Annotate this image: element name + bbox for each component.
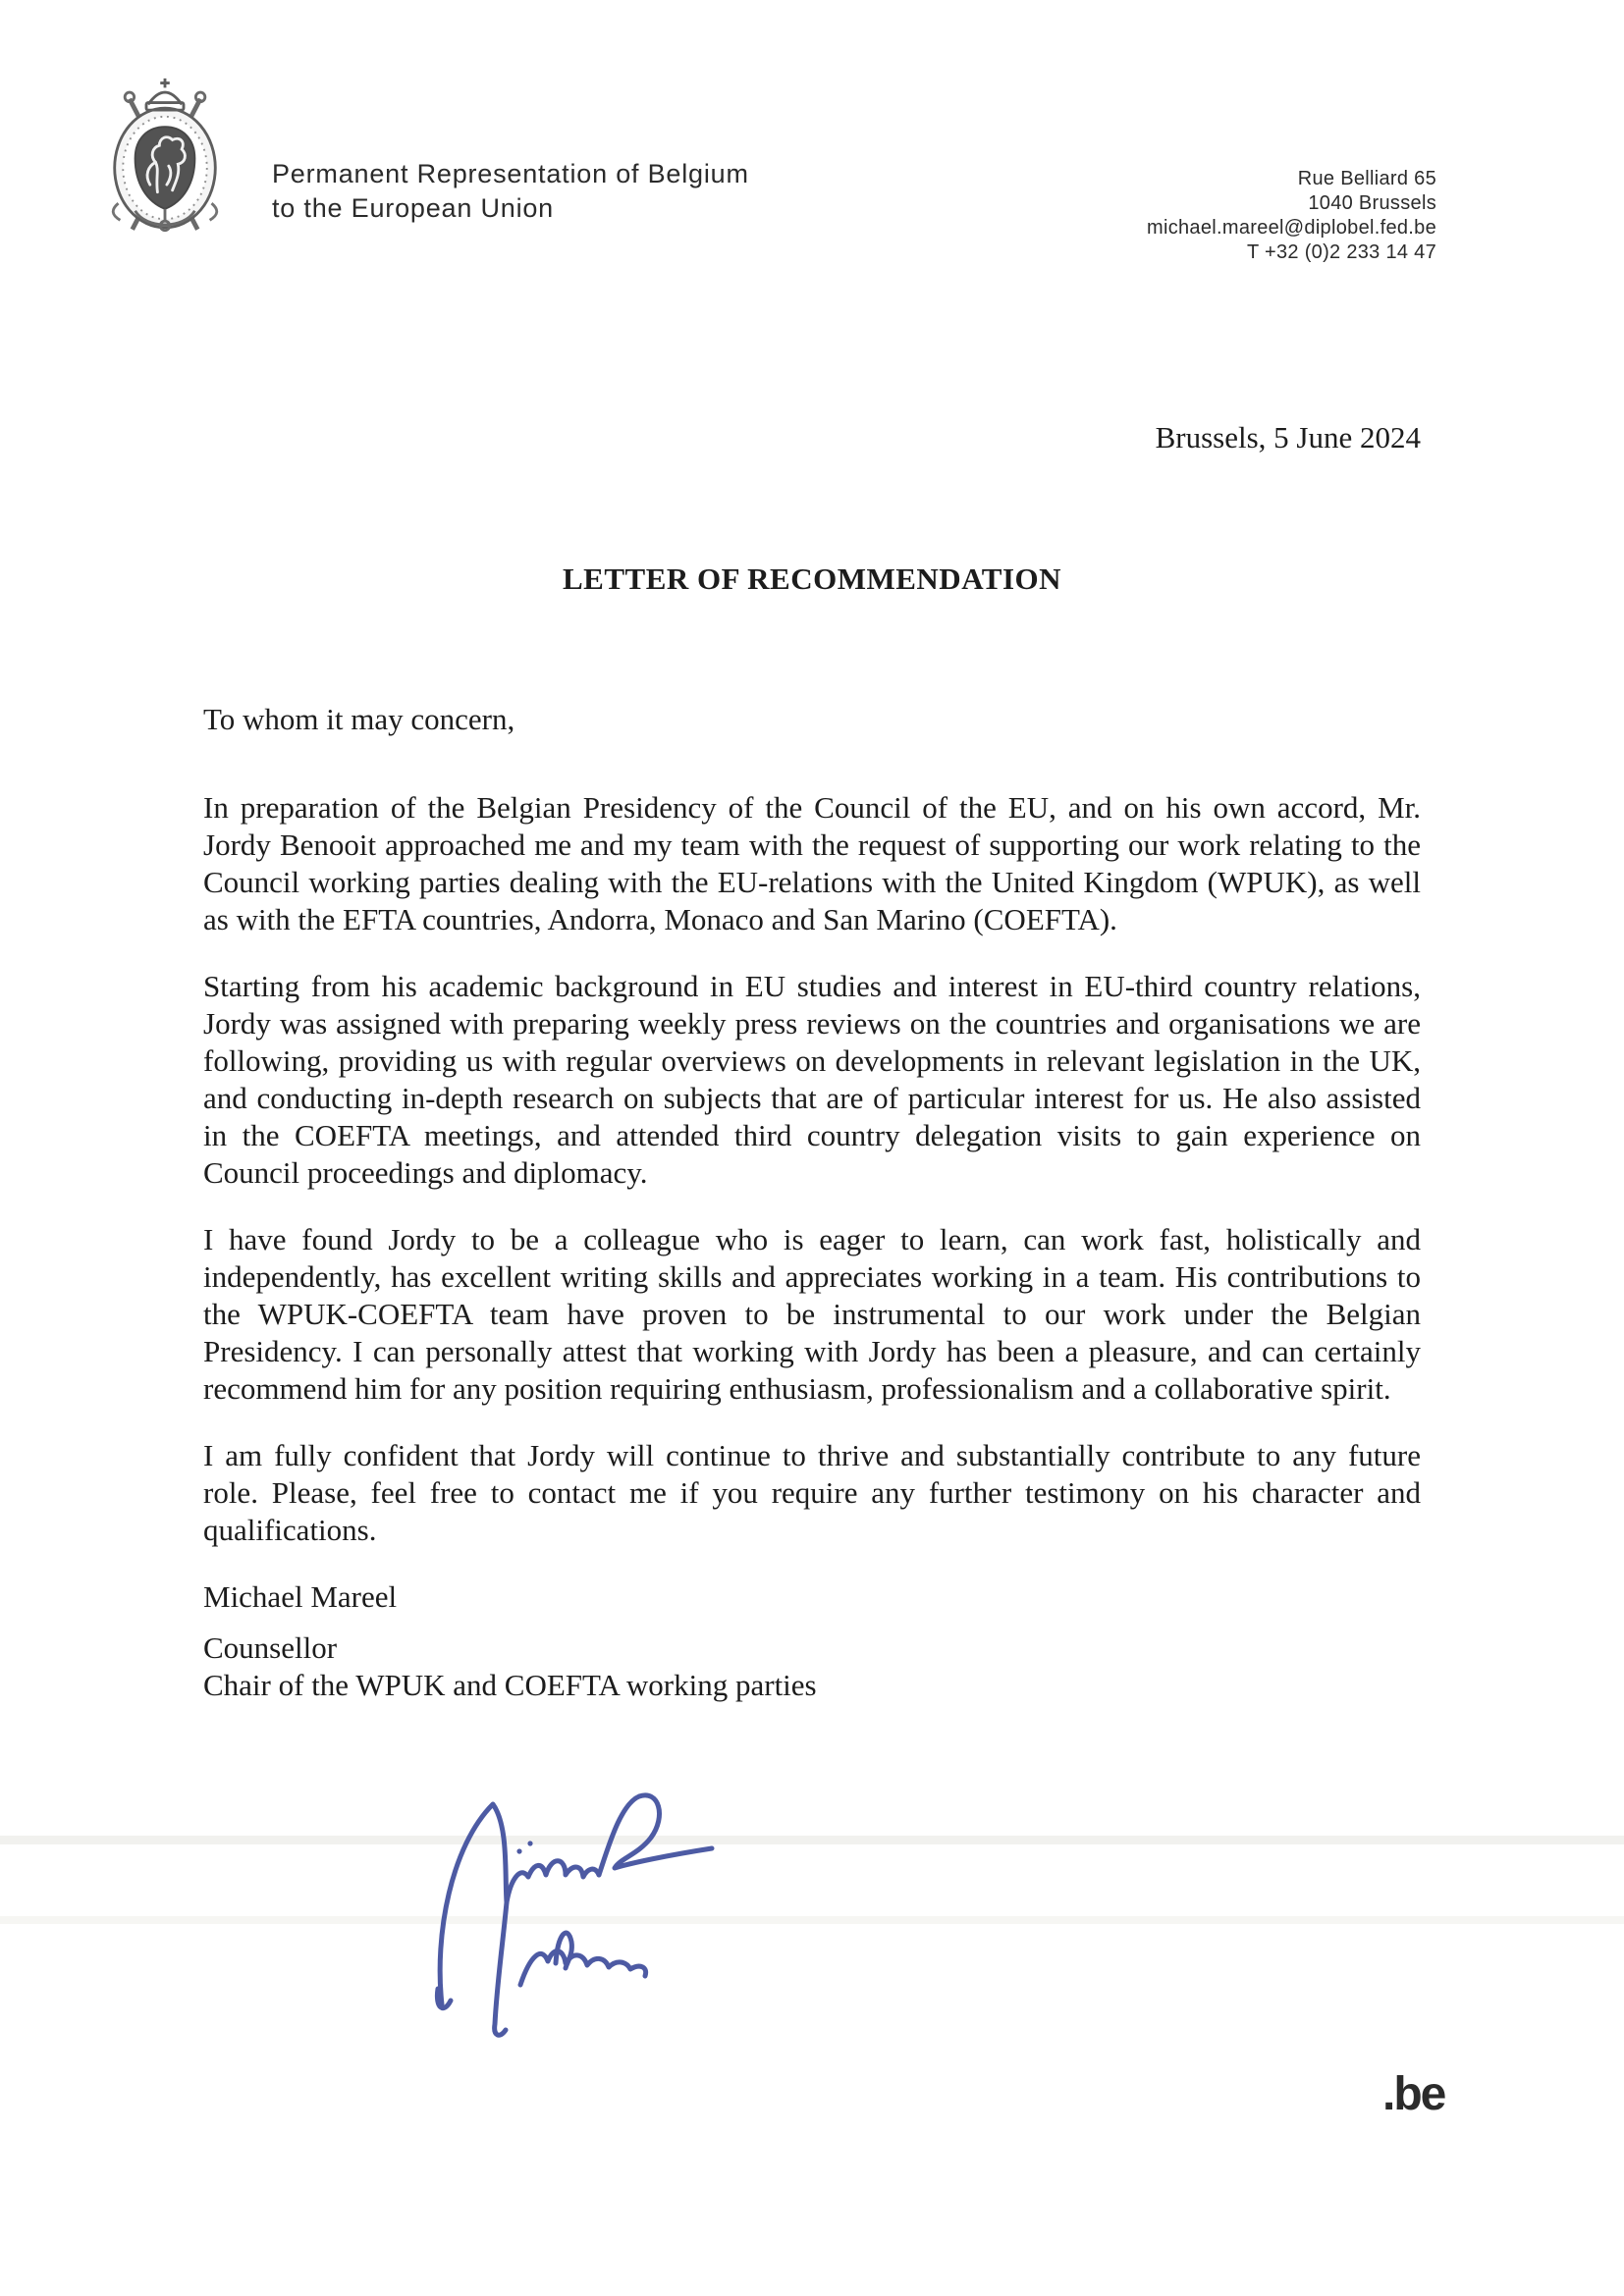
paragraph-2: Starting from his academic background in EU studies and interest in EU-third country relations, Jordy was assigned with preparing weekly press reviews on the countries and organisations we are following, providing us with regular overviews on developments in relevant legislation in the UK, and conducting in-depth research on subjects that are of particular interest for us. He also assisted in the COEFTA meetings, and attended third country delegation visits to gain experience on Council proceedings and diplomacy.: [203, 969, 1421, 1190]
signer-name: Michael Mareel: [203, 1579, 398, 1614]
belgian-coat-of-arms-logo: [90, 72, 240, 246]
dot-be-logo: .be: [1382, 2068, 1445, 2120]
paragraph-3: I have found Jordy to be a colleague who is eager to learn, can work fast, holistically and independently, has excellent writing skills and appreciates working in a team. His contributions to the WPUK-COEFTA team have proven to be instrumental to our work under the Belgian Presidency. I can personally attest that working with Jordy has been a pleasure, and can certainly recommend him for any position requiring enthusiasm, professionalism and a collaborative spirit.: [203, 1222, 1421, 1406]
signer-roles: [203, 1629, 1421, 1704]
signature-ink-icon: [373, 1787, 766, 2061]
org-name-line1: Permanent Representation of Belgium: [272, 159, 749, 188]
paragraph-4: I am fully confident that Jordy will continue to thrive and substantially contribute to any future role. Please, feel free to contact me if you require any further testimony on his character and qualifications.: [203, 1438, 1421, 1547]
org-name-line2: to the European Union: [272, 193, 554, 223]
scan-artifact-band: [0, 1836, 1624, 1844]
letter-title: LETTER OF RECOMMENDATION: [562, 561, 1062, 596]
address-city: 1040 Brussels: [1308, 192, 1436, 214]
paragraph-1: In preparation of the Belgian Presidency of the Council of the EU, and on his own accord, Mr. Jordy Benooit approached me and my team with the request of supporting our work relating to the Council working parties dealing with the EU-relations with the United Kingdom (WPUK), as well as with the EFTA countries, Andorra, Monaco and San Marino (COEFTA).: [203, 790, 1421, 936]
letter-body: [203, 701, 1421, 1704]
coat-of-arms-icon: [90, 72, 240, 246]
handwritten-signature: [373, 1787, 766, 2061]
contact-block: [1147, 167, 1436, 265]
dateline: Brussels, 5 June 2024: [1155, 420, 1421, 454]
contact-phone: T +32 (0)2 233 14 47: [1247, 241, 1436, 263]
salutation: To whom it may concern,: [203, 702, 515, 736]
address-street: Rue Belliard 65: [1297, 168, 1436, 189]
org-name: [272, 157, 749, 226]
signer-role-counsellor: Counsellor: [203, 1630, 338, 1665]
scan-artifact-band: [0, 1916, 1624, 1924]
contact-email: michael.mareel@diplobel.fed.be: [1146, 217, 1436, 239]
signer-role-chair: Chair of the WPUK and COEFTA working parties: [203, 1668, 817, 1702]
